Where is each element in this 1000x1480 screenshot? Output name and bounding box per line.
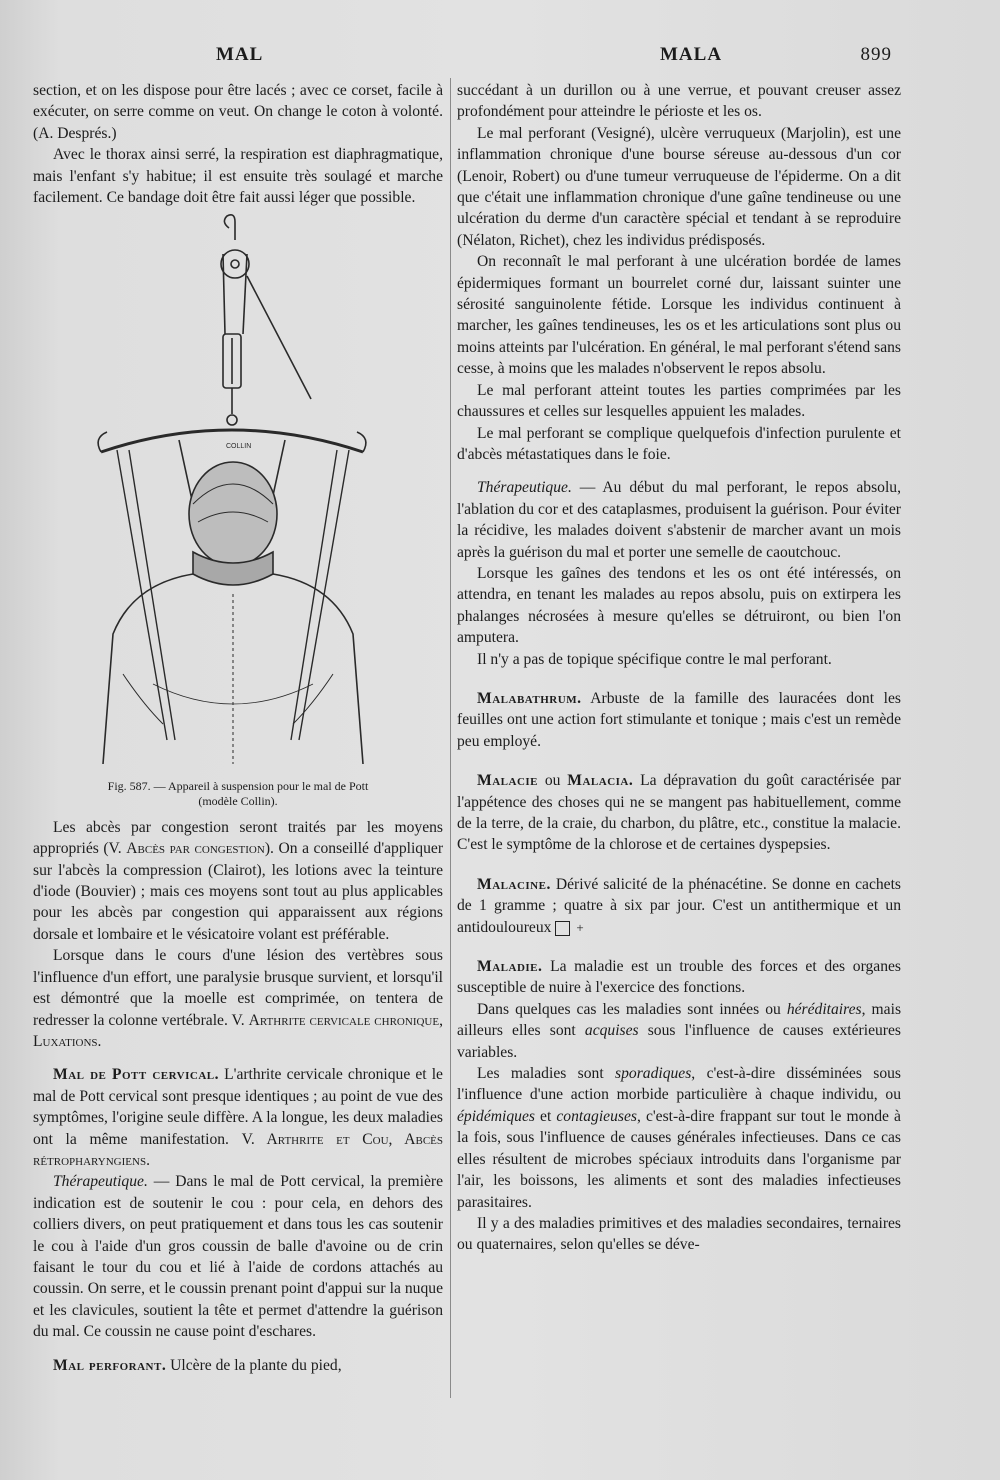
section-label: Thérapeutique.: [477, 479, 572, 497]
paragraph: Il y a des maladies primitives et des maladies secondaires, ternaires ou quaternaires, selon qu'elles se déve-: [457, 1214, 901, 1254]
column-divider: [450, 78, 451, 1398]
paragraph: succédant à un durillon ou à une verrue, et pouvant creuser assez profondément pour atteindre le périoste et les os.: [457, 82, 901, 121]
paragraph: [457, 999, 901, 1063]
entry-headword: Mal perforant.: [53, 1356, 167, 1374]
text-run: , mais ailleurs elles sont: [457, 1000, 902, 1040]
paragraph: Lorsque les gaînes des tendons et les os ont été intéressés, on attendra, en tenant les malades au repos absolu, puis on extirpera les phalanges nécrosées à mesure qu'elles se détruiront, ou bien l'on amputera.: [457, 564, 901, 647]
text-run: , c'est-à-dire disséminées sous l'influence d'une action morbide particulière à chaque individu, ou: [457, 1065, 901, 1104]
emphasis: héréditaires: [786, 1000, 862, 1018]
emphasis: contagieuses: [556, 1107, 637, 1125]
left-column: [33, 80, 443, 1376]
text-run: et: [534, 1107, 557, 1125]
entry-maladie: [457, 956, 901, 999]
text-run: — Dans le mal de Pott cervical, la première indication est de soutenir le cou : pour cela, en dehors des colliers divers, on peut pratiquement et dans tous les cas soutenir le cou à l'aide d'un gros coussin de balle d'avoine ou de crin faisant le tour du cou et lié à l'aide de cordons attachés au coussin. On serre, et le coussin prenant point d'appui sur la nuque et les clavicules, soutient la tête et permet d'attendre la guérison du mal. Ce coussin ne cause point d'eschares.: [33, 1173, 443, 1341]
page-number: 899: [860, 44, 892, 65]
cross-reference-box-icon: +: [555, 921, 570, 936]
text-run: Ulcère de la plante du pied,: [166, 1356, 342, 1374]
cross-reference: Abcès par congestion: [126, 840, 265, 858]
emphasis: acquises: [584, 1022, 639, 1040]
entry-headword: Maladie.: [477, 958, 543, 976]
entry-malacine: [457, 874, 901, 938]
entry-headword: Malacine.: [477, 875, 551, 893]
paragraph: [457, 1063, 901, 1213]
cross-reference: V. Arthrite et Cou, Abcès rétropharyngiens.: [33, 1130, 443, 1169]
paragraph: [33, 1171, 443, 1342]
paragraph: [457, 477, 901, 563]
entry-headword: Malacia.: [567, 772, 634, 790]
figure-brand-label: COLLIN: [226, 443, 252, 451]
running-head-right: MALA: [660, 44, 723, 65]
paragraph: Avec le thorax ainsi serré, la respiration est diaphragmatique, mais l'enfant s'y habitue; il est ensuite très soulagé et marche facilement. Ce bandage doit être fait aussi léger que possible.: [33, 146, 443, 207]
figure-caption-line-2: (modèle Collin).: [198, 793, 278, 808]
text-run: Lorsque dans le cours d'une lésion des vertèbres sous l'influence d'un effort, une paralysie brusque survient, et lorsqu'il est démontré que la moelle est comprimée, on tentera de redresser la colonne vertébrale. V.: [33, 947, 443, 1029]
text-run: — Au début du mal perforant, le repos absolu, l'ablation du cor et des cataplasmes, produisent la guérison. Pour éviter la récidive, les malades doivent s'abstenir de marcher avant un mois après la guérison du mal et porter une semelle de caoutchouc.: [457, 479, 901, 561]
figure-caption: [33, 779, 443, 809]
cross-reference: Arthrite cervicale chronique, Luxations.: [33, 1011, 443, 1050]
figure-caption-line-1: Fig. 587. — Appareil à suspension pour le mal de Pott: [107, 778, 369, 793]
text-run: L'arthrite cervicale chronique et le mal de Pott cervical sont presque identiques ; au point de vue des symptômes, l'origine seule diffère. A la longue, les deux maladies ont la même manifestation.: [33, 1066, 443, 1148]
pott-suspension-apparatus-figure: [33, 214, 443, 770]
paragraph: Le mal perforant atteint toutes les parties comprimées par les chaussures et celles sur lesquelles appuient les malades.: [457, 381, 901, 421]
running-head-left: MAL: [216, 44, 264, 65]
text-run: La maladie est un trouble des forces et des organes susceptible de nuire à l'exercice des fonctions.: [457, 958, 901, 997]
entry-headword: Malabathrum.: [477, 689, 582, 707]
paragraph: Le mal perforant (Vesigné), ulcère verruqueux (Marjolin), est une inflammation chronique d'une bourse séreuse au-dessous d'un cor (Lenoir, Robert) ou d'une tumeur verruqueuse de l'épiderme. On a dit que c'était une inflammation chronique d'une gaîne tendineuse ou une ulcération du derme d'un caractère spécial et tendant à se reproduire (Nélaton, Richet), chez les individus prédisposés.: [457, 124, 901, 249]
paragraph: Le mal perforant se complique quelquefois d'infection purulente et d'abcès métastatiques dans le foie.: [457, 424, 901, 463]
text-run: ). On a conseillé d'appliquer sur l'abcès la compression (Clairot), les lotions avec la teinture d'iode (Bouvier) ; mais ces moyens sont tout au plus applicables pour les abcès par congestion qui apparaissent aux régions dorsale et lombaire et le vésicatoire volant est préférable.: [33, 840, 444, 943]
text-run: Dérivé salicité de la phénacétine. Se donne en cachets de 1 gramme ; quatre à six par jour. C'est un antithermique et un antidouloureux: [457, 875, 901, 936]
section-label: Thérapeutique.: [53, 1173, 148, 1191]
entry-malacie: [457, 770, 901, 856]
right-column: [457, 80, 901, 1256]
text-run: Les abcès par congestion seront traités par les moyens appropriés (V.: [33, 818, 443, 858]
emphasis: épidémiques: [457, 1107, 535, 1125]
text-run: La dépravation du goût caractérisée par l'appétence des choses qui ne se mangent pas habituellement, comme de la terre, de la craie, du charbon, du plâtre, etc., constitue la malacie. C'est le symptôme de la chlorose et de certaines dyspepsies.: [457, 772, 902, 854]
paragraph: [33, 817, 443, 945]
paragraph: On reconnaît le mal perforant à une ulcération bordée de lames épidermiques formant un bourrelet corné dur, laissant suinter une sérosité sanguinolente fétide. Lorsque les individus continuent à marcher, les gaînes tendineuses, les os et les articulations sont plus ou moins atteints par l'ulcération. En général, le mal perforant s'étend sans cesse, à moins que les malades n'observent le repos absolu.: [457, 253, 901, 378]
text-run: sous l'influence de causes extérieures variables.: [457, 1022, 901, 1061]
entry-headword: Mal de Pott cervical.: [53, 1066, 220, 1084]
paragraph: Il n'y a pas de topique spécifique contre le mal perforant.: [477, 650, 832, 668]
paragraph: section, et on les dispose pour être lacés ; avec ce corset, facile à exécuter, on serre comme on veut. On change le coton à volonté. (A. Després.): [33, 82, 443, 142]
paragraph: [33, 945, 443, 1052]
text-run: Les maladies sont: [477, 1065, 616, 1083]
text-run: Dans quelques cas les maladies sont innées ou: [477, 1000, 787, 1018]
entry-headword: Malacie: [477, 772, 539, 790]
text-run: Arbuste de la famille des lauracées dont les feuilles ont une action fort stimulante et tonique ; mais c'est un remède peu employé.: [457, 689, 901, 750]
text-run: ou: [538, 772, 568, 790]
emphasis: sporadiques: [615, 1065, 692, 1083]
entry-mal-perforant: [33, 1355, 443, 1376]
text-run: , c'est-à-dire frappant sur tout le monde à la fois, sous l'influence de causes générales infectieuses. Dans ce cas elles résultent de microbes spéciaux introduits dans l'organisme par l'air, les boissons, les aliments et sont des maladies infectieuses parasitaires.: [457, 1107, 901, 1211]
entry-malabathrum: [457, 688, 901, 752]
entry-mal-de-pott-cervical: [33, 1064, 443, 1171]
